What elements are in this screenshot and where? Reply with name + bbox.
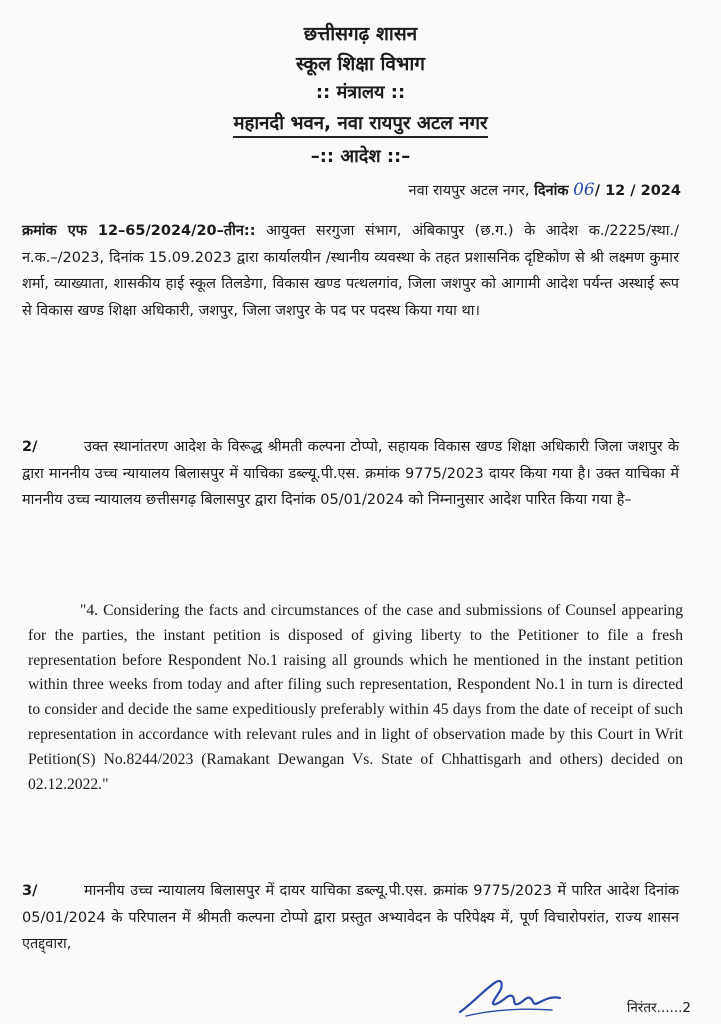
department-heading: स्कूल शिक्षा विभाग	[296, 53, 425, 75]
address-text: महानदी भवन, नवा रायपुर अटल नगर	[233, 113, 487, 138]
date-label: दिनांक	[534, 183, 569, 199]
paragraph-3-text: माननीय उच्च न्यायालय बिलासपुर में दायर याचिका डब्ल्यू.पी.एस. क्रमांक 9775/2023 में पारित आदेश दिनांक 05/01/2024 के परिपालन में श्रीमती कल्पना टोप्पो द्वारा प्रस्तुत अभ्यावेदन के परिपेक्ष्य में, पूर्ण विचारोपरांत, राज्य शासन एतद्द्वारा,	[22, 883, 679, 952]
paragraph-1-text: आयुक्त सरगुजा संभाग, अंबिकापुर (छ.ग.) के आदेश क./2225/स्था./न.क.–/2023, दिनांक 15.09.2023 द्वारा कार्यालयीन /स्थानीय व्यवस्था के तहत प्रशासनिक दृष्टिकोण से श्री लक्ष्मण कुमार शर्मा, व्याख्याता, शासकीय हाई स्कूल तिलडेगा, विकास खण्ड पत्थलगांव, जिला जशपुर को आगामी आदेश पर्यन्त अस्थाई रूप से विकास खण्ड शिक्षा अधिकारी, जशपुर, जिला जशपुर के पद पर पदस्थ किया गया था।	[22, 223, 680, 319]
paragraph-3	[22, 878, 679, 958]
order-reference: क्रमांक एफ 12–65/2024/20–तीन::	[22, 223, 256, 239]
paragraph-3-number: 3/	[22, 883, 38, 899]
signature-icon	[452, 972, 570, 1022]
address-heading	[0, 110, 721, 135]
date-day-handwritten: 06	[573, 180, 595, 200]
continued-marker: निरंतर......2	[626, 1000, 691, 1016]
paragraph-1	[22, 218, 679, 324]
ministry-heading: :: मंत्रालय ::	[315, 82, 406, 103]
order-title: –:: आदेश ::–	[310, 146, 411, 167]
paragraph-2	[22, 434, 679, 514]
government-heading: छत्तीसगढ़ शासन	[303, 23, 418, 45]
paragraph-2-number: 2/	[22, 439, 38, 455]
date-place: नवा रायपुर अटल नगर,	[408, 183, 530, 199]
date-rest: / 12 / 2024	[594, 183, 681, 199]
court-order-quote: "4. Considering the facts and circumstances of the case and submissions of Counsel appearing for the parties, the instant petition is disposed of giving liberty to the Petitioner to file a fresh representation before Respondent No.1 raising all grounds which he mentioned in the instant petition within three weeks from today and after filing such representation, Respondent No.1 in turn is directed to consider and decide the same expeditiously preferably within 45 days from the date of receipt of such representation in accordance with relevant rules and in light of observation made by this Court in Writ Petition(S) No.8244/2023 (Ramakant Dewangan Vs. State of Chhattisgarh and others) decided on 02.12.2022."	[28, 602, 683, 793]
date-line	[409, 180, 681, 200]
paragraph-2-text: उक्त स्थानांतरण आदेश के विरूद्ध श्रीमती कल्पना टोप्पो, सहायक विकास खण्ड शिक्षा अधिकारी जिला जशपुर के द्वारा माननीय उच्च न्यायालय बिलासपुर में याचिका डब्ल्यू.पी.एस. क्रमांक 9775/2023 दायर किया गया है। उक्त याचिका में माननीय उच्च न्यायालय छत्तीसगढ़ बिलासपुर द्वारा दिनांक 05/01/2024 को निम्नानुसार आदेश पारित किया गया है–	[22, 439, 679, 508]
